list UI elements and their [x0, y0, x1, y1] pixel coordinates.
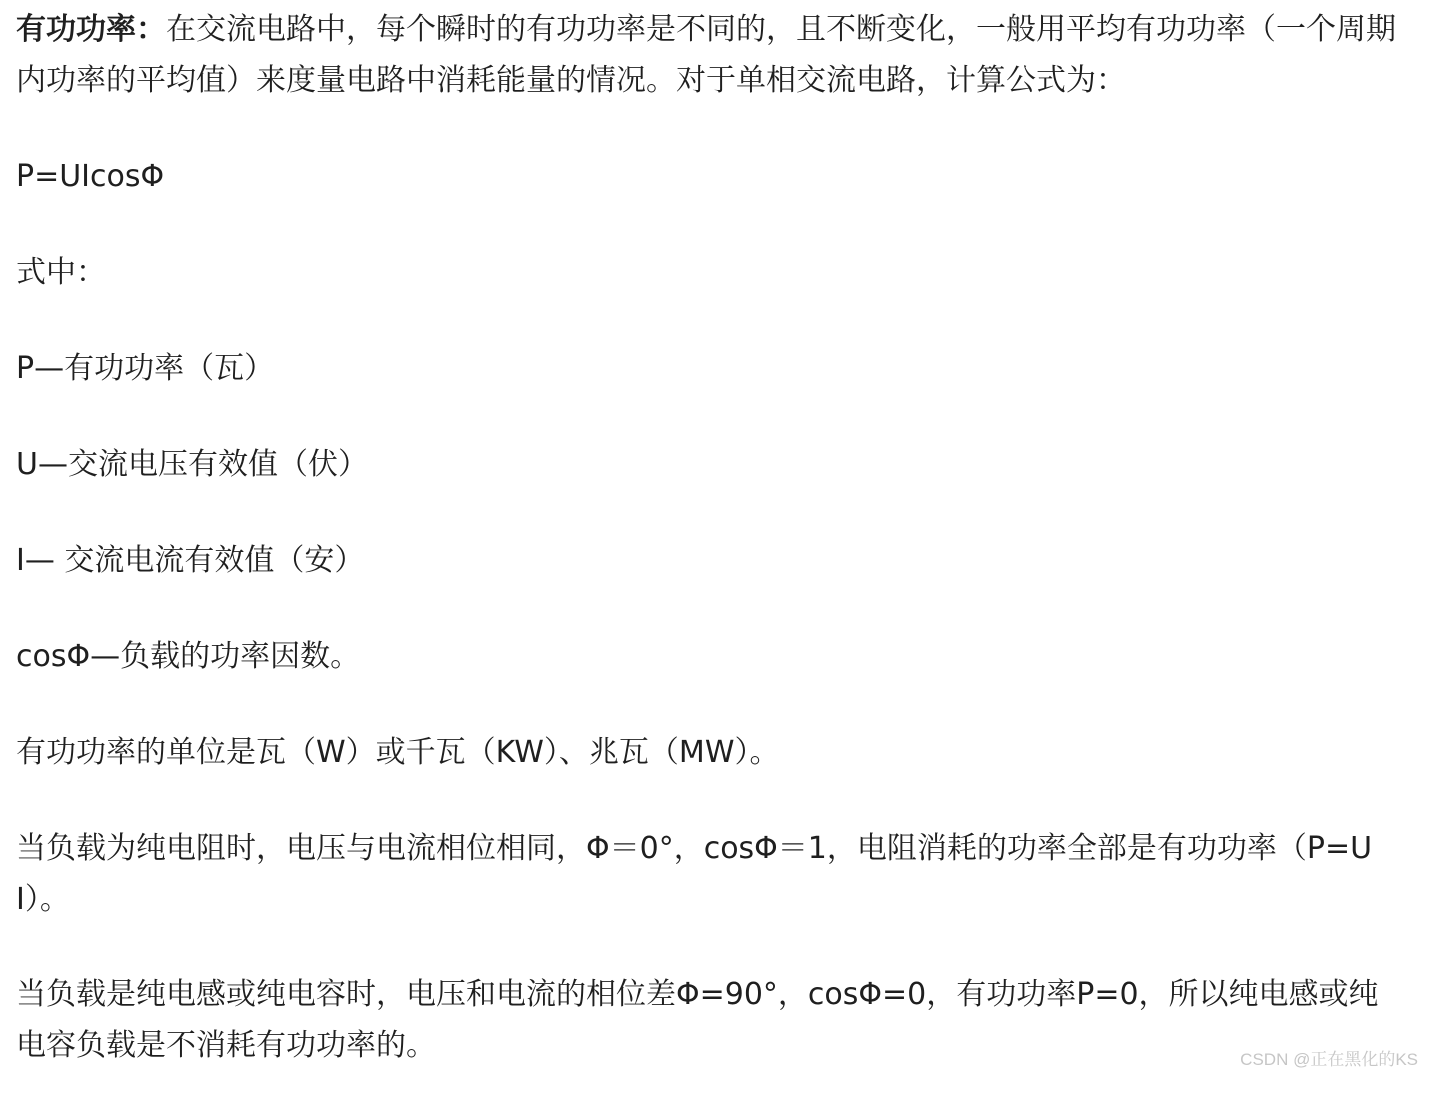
intro-text: 在交流电路中，每个瞬时的有功功率是不同的，且不断变化，一般用平均有功功率（一个周期内功率的平均值）来度量电路中消耗能量的情况。对于单相交流电路，计算公式为： [16, 12, 1396, 98]
where-label: 式中： [16, 255, 106, 290]
definition-p: P—有功功率（瓦） [16, 351, 275, 386]
intro-paragraph [16, 4, 1406, 106]
term-heading: 有功功率： [16, 12, 166, 47]
units-paragraph: 有功功率的单位是瓦（W）或千瓦（KW）、兆瓦（MW）。 [16, 735, 780, 770]
formula: P=UIcosΦ [16, 159, 165, 194]
article-body [16, 4, 1406, 1116]
definition-cos: cosΦ—负载的功率因数。 [16, 639, 361, 674]
reactive-paragraph: 当负载是纯电感或纯电容时，电压和电流的相位差Φ=90°，cosΦ=0，有功功率P=0，所以纯电感或纯电容负载是不消耗有功功率的。 [16, 977, 1379, 1063]
definition-u: U—交流电压有效值（伏） [16, 447, 368, 482]
resistive-paragraph: 当负载为纯电阻时，电压与电流相位相同，Φ＝0°，cosΦ＝1，电阻消耗的功率全部是有功功率（P=UI）。 [16, 831, 1373, 917]
watermark: CSDN @正在黑化的KS [1240, 1050, 1418, 1069]
definition-i: I— 交流电流有效值（安） [16, 543, 365, 578]
